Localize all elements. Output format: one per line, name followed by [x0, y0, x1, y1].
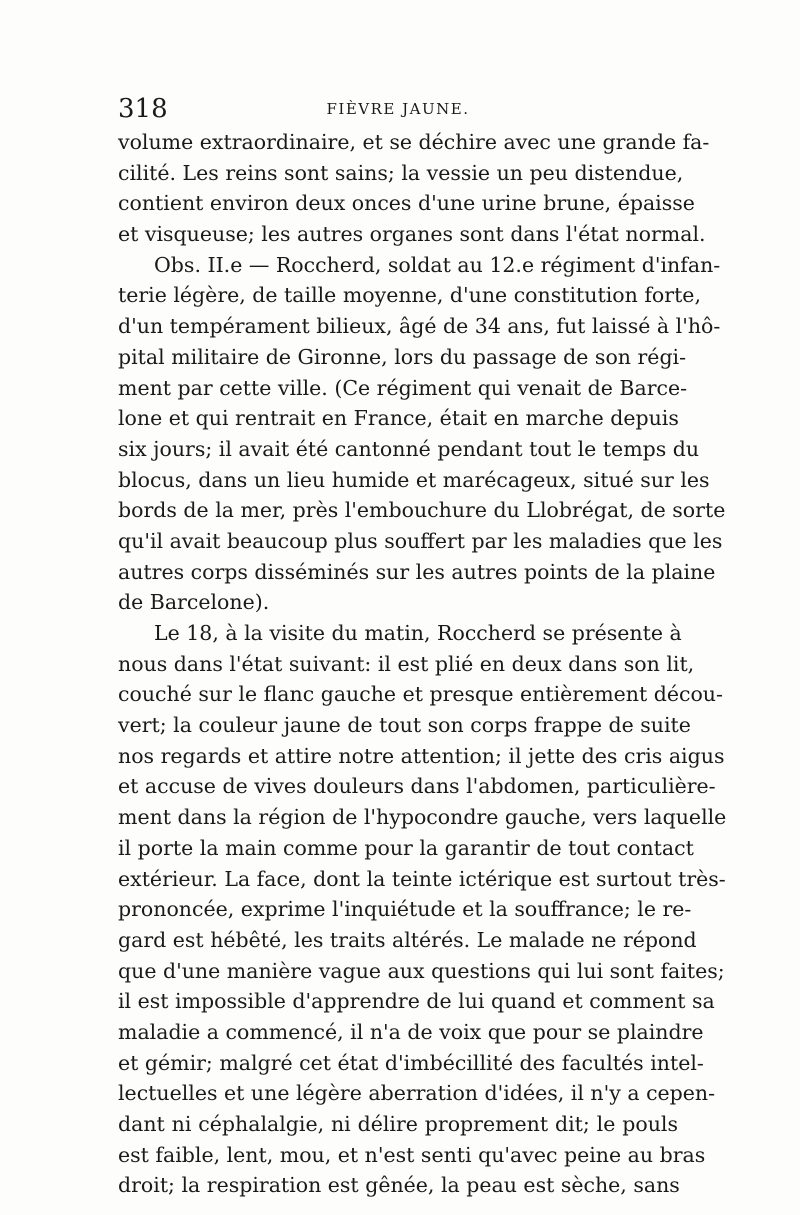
text-line: blocus, dans un lieu humide et marécageux, situé sur les	[118, 467, 710, 492]
text-line: gard est hébêté, les traits altérés. Le malade ne répond	[118, 927, 697, 952]
text-line: cilité. Les reins sont sains; la vessie un peu distendue,	[118, 160, 684, 185]
text-line: volume extraordinaire, et se déchire avec une grande fa-	[118, 130, 710, 154]
text-line: d'un tempérament bilieux, âgé de 34 ans, fut laissé à l'hô-	[118, 314, 721, 339]
text-line: il est impossible d'apprendre de lui quand et comment sa	[118, 989, 715, 1014]
text-line: dant ni céphalalgie, ni délire proprement dit; le pouls	[118, 1112, 678, 1136]
page-number: 318	[118, 94, 168, 124]
text-line: lectuelles et une légère aberration d'idées, il n'y a cepen-	[118, 1081, 716, 1106]
text-line: il porte la main comme pour la garantir de tout contact	[118, 835, 694, 860]
text-line: que d'une manière vague aux questions qui lui sont faites;	[118, 958, 725, 983]
text-line: droit; la respiration est gênée, la peau est sèche, sans	[118, 1173, 680, 1198]
text-line: contient environ deux onces d'une urine brune, épaisse	[118, 191, 695, 216]
text-line: vert; la couleur jaune de tout son corps frappe de suite	[118, 713, 691, 738]
text-line: lone et qui rentrait en France, était en marche depuis	[118, 406, 679, 431]
text-line: maladie a commencé, il n'a de voix que pour se plaindre	[118, 1019, 704, 1044]
text-line: bords de la mer, près l'embouchure du Llobrégat, de sorte	[118, 498, 726, 523]
text-line: pital militaire de Gironne, lors du passage de son régi-	[118, 344, 687, 369]
text-line: et accuse de vives douleurs dans l'abdomen, particulière-	[118, 774, 716, 799]
text-line: extérieur. La face, dont la teinte ictérique est surtout très-	[118, 866, 726, 891]
text-line: ment par cette ville. (Ce régiment qui venait de Barce-	[118, 375, 688, 400]
text-line: et gémir; malgré cet état d'imbécillité des facultés intel-	[118, 1050, 704, 1075]
text-line: qu'il avait beaucoup plus souffert par les maladies que les	[118, 528, 723, 553]
text-line: Obs. II.e — Roccherd, soldat au 12.e régiment d'infan-	[154, 252, 721, 277]
text-line: est faible, lent, mou, et n'est senti qu'avec peine au bras	[118, 1142, 706, 1167]
text-line: autres corps disséminés sur les autres points de la plaine	[118, 559, 716, 584]
text-line: nous dans l'état suivant: il est plié en deux dans son lit,	[118, 651, 695, 676]
text-line: couché sur le flanc gauche et presque entièrement décou-	[118, 682, 723, 707]
page-header	[118, 94, 678, 124]
running-head: FIÈVRE JAUNE.	[326, 100, 470, 118]
text-line: de Barcelone).	[118, 590, 270, 615]
text-line: nos regards et attire notre attention; il jette des cris aigus	[118, 743, 725, 768]
text-line: ment dans la région de l'hypocondre gauche, vers laquelle	[118, 805, 727, 830]
body-text	[118, 127, 727, 1201]
text-line: terie légère, de taille moyenne, d'une constitution forte,	[118, 283, 701, 308]
text-line: Le 18, à la visite du matin, Roccherd se présente à	[154, 621, 682, 645]
text-line: et visqueuse; les autres organes sont dans l'état normal.	[118, 222, 706, 247]
text-line: prononcée, exprime l'inquiétude et la souffrance; le re-	[118, 897, 692, 922]
text-line: six jours; il avait été cantonné pendant tout le temps du	[118, 436, 700, 461]
